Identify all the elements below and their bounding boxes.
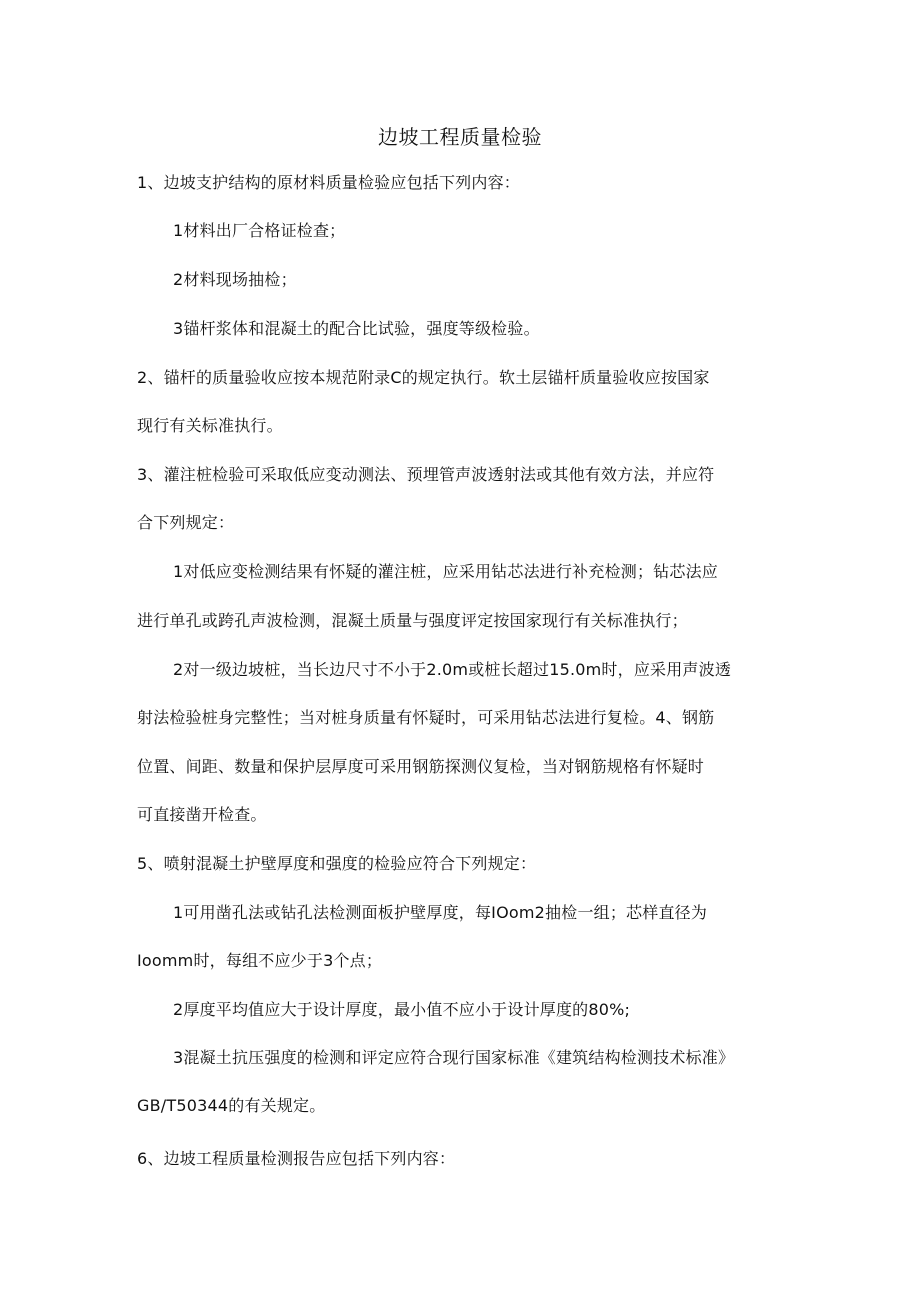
item-5-sub-2: 2厚度平均值应大于设计厚度，最小值不应小于设计厚度的80%; xyxy=(173,1000,631,1019)
item-5-sub-1-line-1: 1可用凿孔法或钻孔法检测面板护壁厚度，每IOom2抽检一组；芯样直径为 xyxy=(173,903,708,922)
item-3-sub-2-line-2: 射法检验桩身完整性；当对桩身质量有怀疑时，可采用钻芯法进行复检。4、钢筋 xyxy=(137,708,715,727)
item-5-sub-3-line-1: 3混凝土抗压强度的检测和评定应符合现行国家标准《建筑结构检测技术标准》 xyxy=(173,1048,735,1067)
item-1-sub-1: 1材料出厂合格证检查； xyxy=(173,221,346,240)
item-3-line-1: 3、灌注桩检验可采取低应变动测法、预埋管声波透射法或其他有效方法，并应符 xyxy=(137,465,715,484)
item-4-line-1: 位置、间距、数量和保护层厚度可采用钢筋探测仪复检，当对钢筋规格有怀疑时 xyxy=(137,757,705,776)
item-6-heading: 6、边坡工程质量检测报告应包括下列内容： xyxy=(137,1149,456,1168)
document-title: 边坡工程质量检验 xyxy=(378,125,542,149)
item-4-line-2: 可直接凿开检查。 xyxy=(137,805,267,824)
item-5-sub-1-line-2: Ioomm时，每组不应少于3个点； xyxy=(137,951,383,970)
item-2-line-2: 现行有关标准执行。 xyxy=(137,416,283,435)
item-5-heading: 5、喷射混凝土护壁厚度和强度的检验应符合下列规定： xyxy=(137,854,537,873)
item-1-sub-2: 2材料现场抽检； xyxy=(173,270,297,289)
item-3-sub-1-line-1: 1对低应变检测结果有怀疑的灌注桩，应采用钻芯法进行补充检测；钻芯法应 xyxy=(173,562,718,581)
item-5-sub-3-line-2: GB/T50344的有关规定。 xyxy=(137,1096,326,1115)
item-2-line-1: 2、锚杆的质量验收应按本规范附录C的规定执行。软土层锚杆质量验收应按国家 xyxy=(137,368,710,387)
item-1-heading: 1、边坡支护结构的原材料质量检验应包括下列内容： xyxy=(137,173,520,192)
item-1-sub-3: 3锚杆浆体和混凝土的配合比试验，强度等级检验。 xyxy=(173,319,540,338)
item-3-line-2: 合下列规定： xyxy=(137,513,235,532)
item-3-sub-1-line-2: 进行单孔或跨孔声波检测，混凝土质量与强度评定按国家现行有关标准执行； xyxy=(137,611,688,630)
item-3-sub-2-line-1: 2对一级边坡桩，当长边尺寸不小于2.0m或桩长超过15.0m时，应采用声波透 xyxy=(173,660,732,679)
